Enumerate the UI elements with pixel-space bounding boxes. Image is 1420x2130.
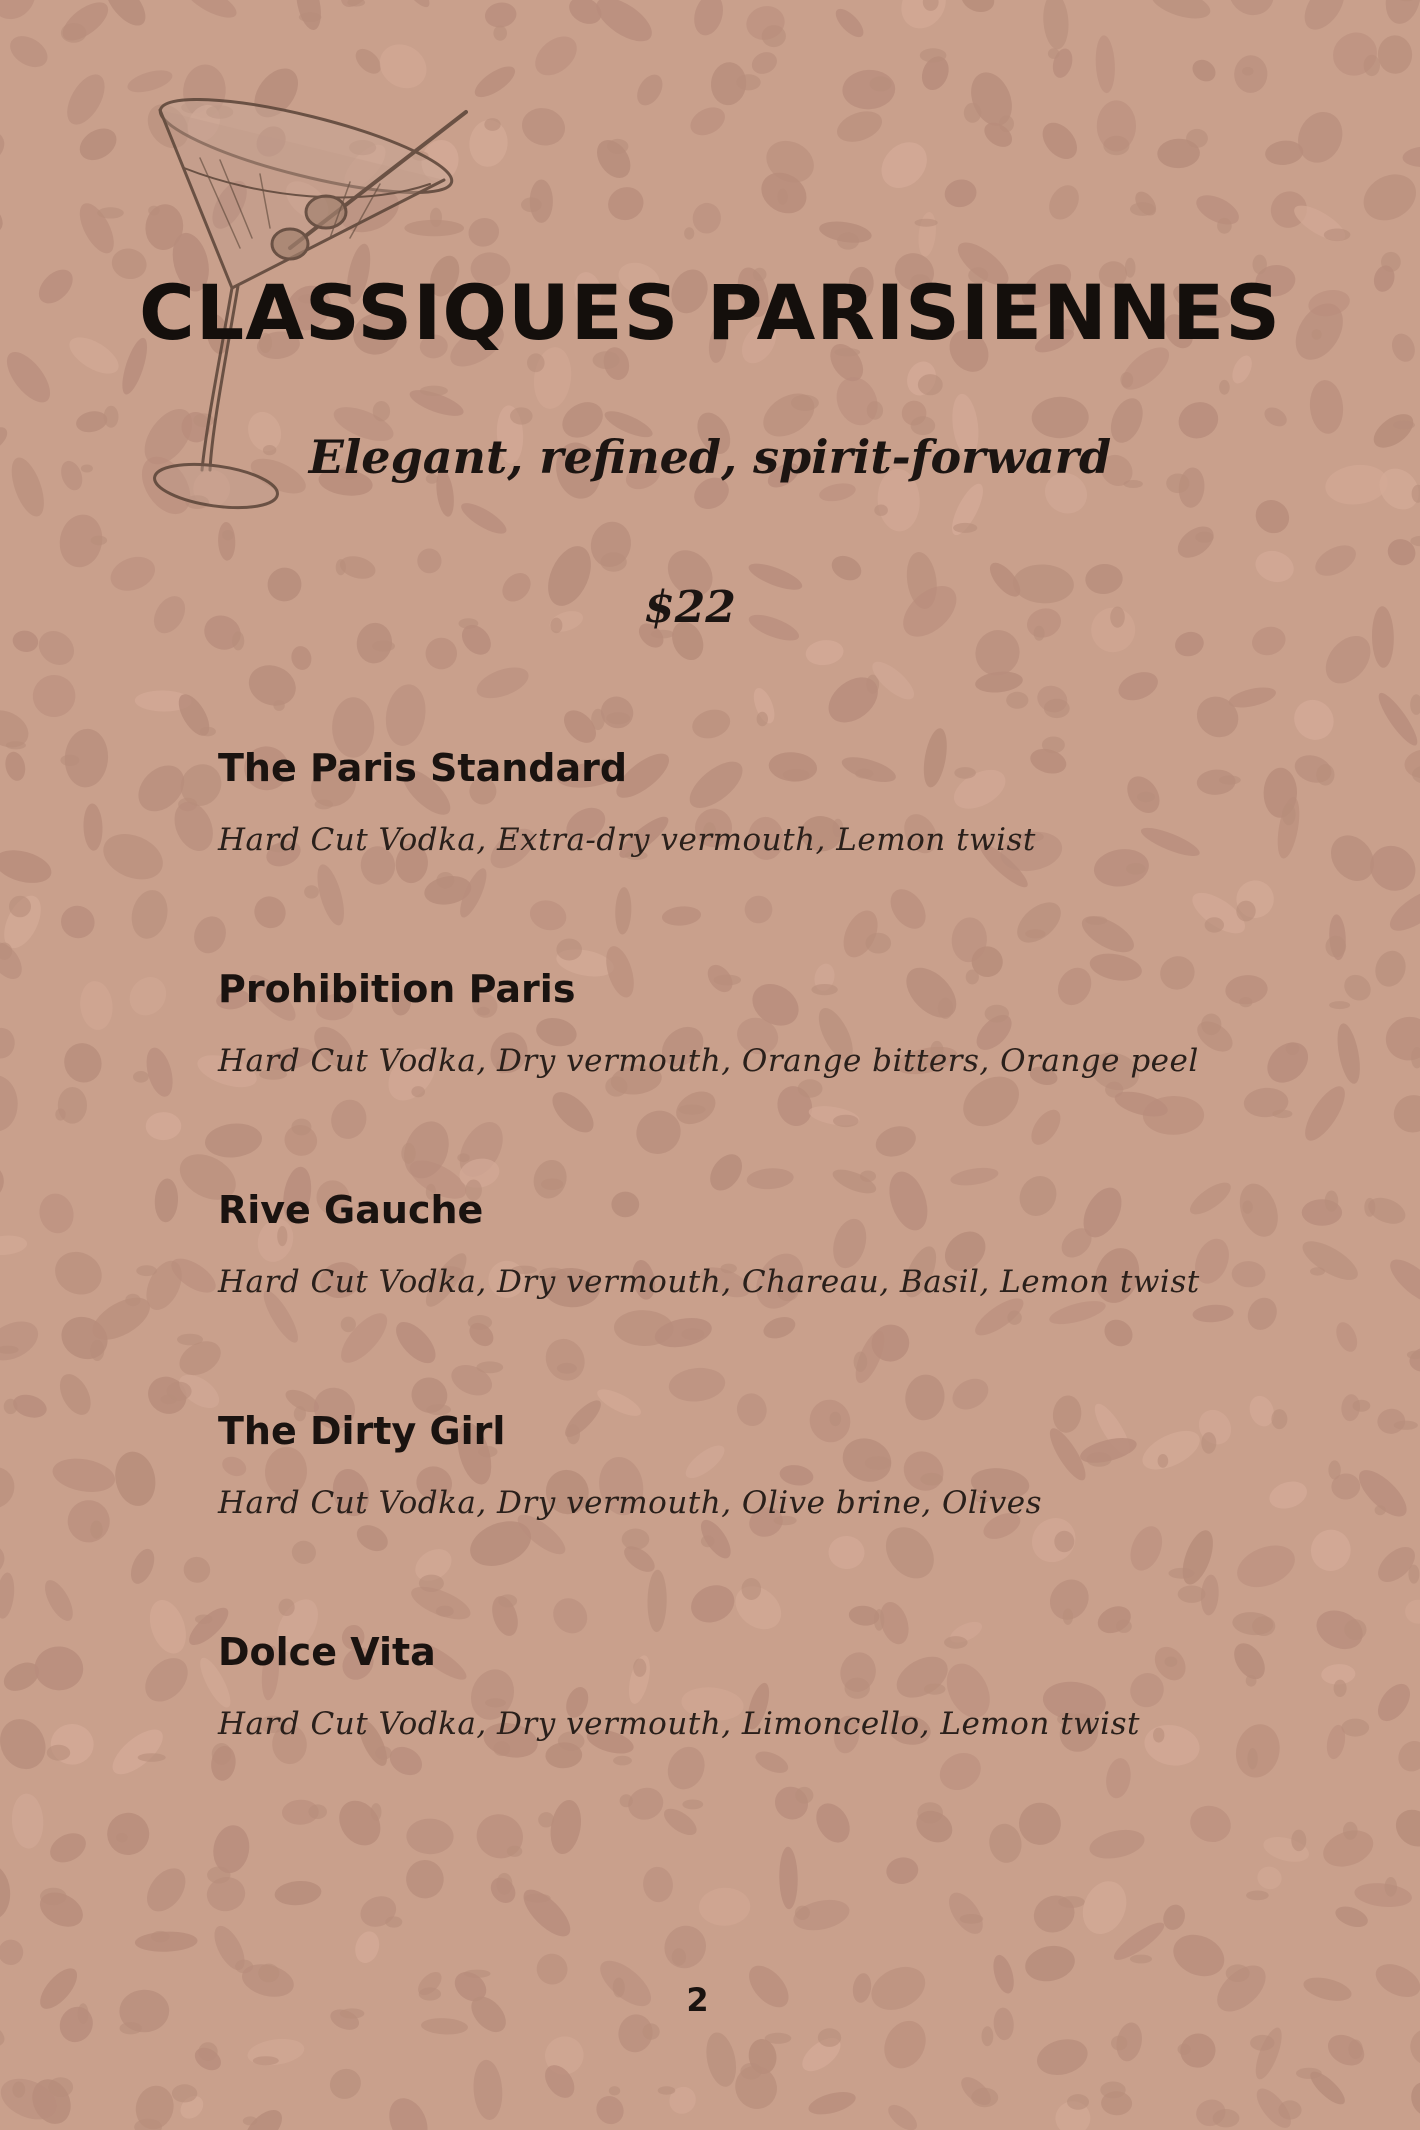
cocktail-name: Rive Gauche	[218, 1188, 484, 1232]
cocktail-item	[218, 961, 1318, 1182]
cocktail-list	[218, 740, 1318, 1845]
cocktail-name: The Paris Standard	[218, 746, 628, 790]
cocktail-description: Hard Cut Vodka, Dry vermouth, Orange bitters, Orange peel	[218, 1043, 1199, 1079]
menu-title: CLASSIQUES PARISIENNES	[139, 268, 1281, 357]
cocktail-name: Dolce Vita	[218, 1630, 436, 1674]
menu-subtitle: Elegant, refined, spirit-forward	[308, 430, 1112, 484]
cocktail-item	[218, 740, 1318, 961]
cocktail-description: Hard Cut Vodka, Dry vermouth, Chareau, Basil, Lemon twist	[218, 1264, 1200, 1300]
menu-price: $22	[644, 582, 736, 633]
cocktail-name: The Dirty Girl	[218, 1409, 506, 1453]
cocktail-item	[218, 1182, 1318, 1403]
cocktail-item	[218, 1403, 1318, 1624]
cocktail-name: Prohibition Paris	[218, 967, 576, 1011]
cocktail-description: Hard Cut Vodka, Dry vermouth, Olive brine, Olives	[218, 1485, 1042, 1521]
cocktail-description: Hard Cut Vodka, Dry vermouth, Limoncello, Lemon twist	[218, 1706, 1140, 1742]
cocktail-description: Hard Cut Vodka, Extra-dry vermouth, Lemon twist	[218, 822, 1036, 858]
cocktail-item	[218, 1624, 1318, 1845]
page-number: 2	[686, 1981, 709, 2019]
